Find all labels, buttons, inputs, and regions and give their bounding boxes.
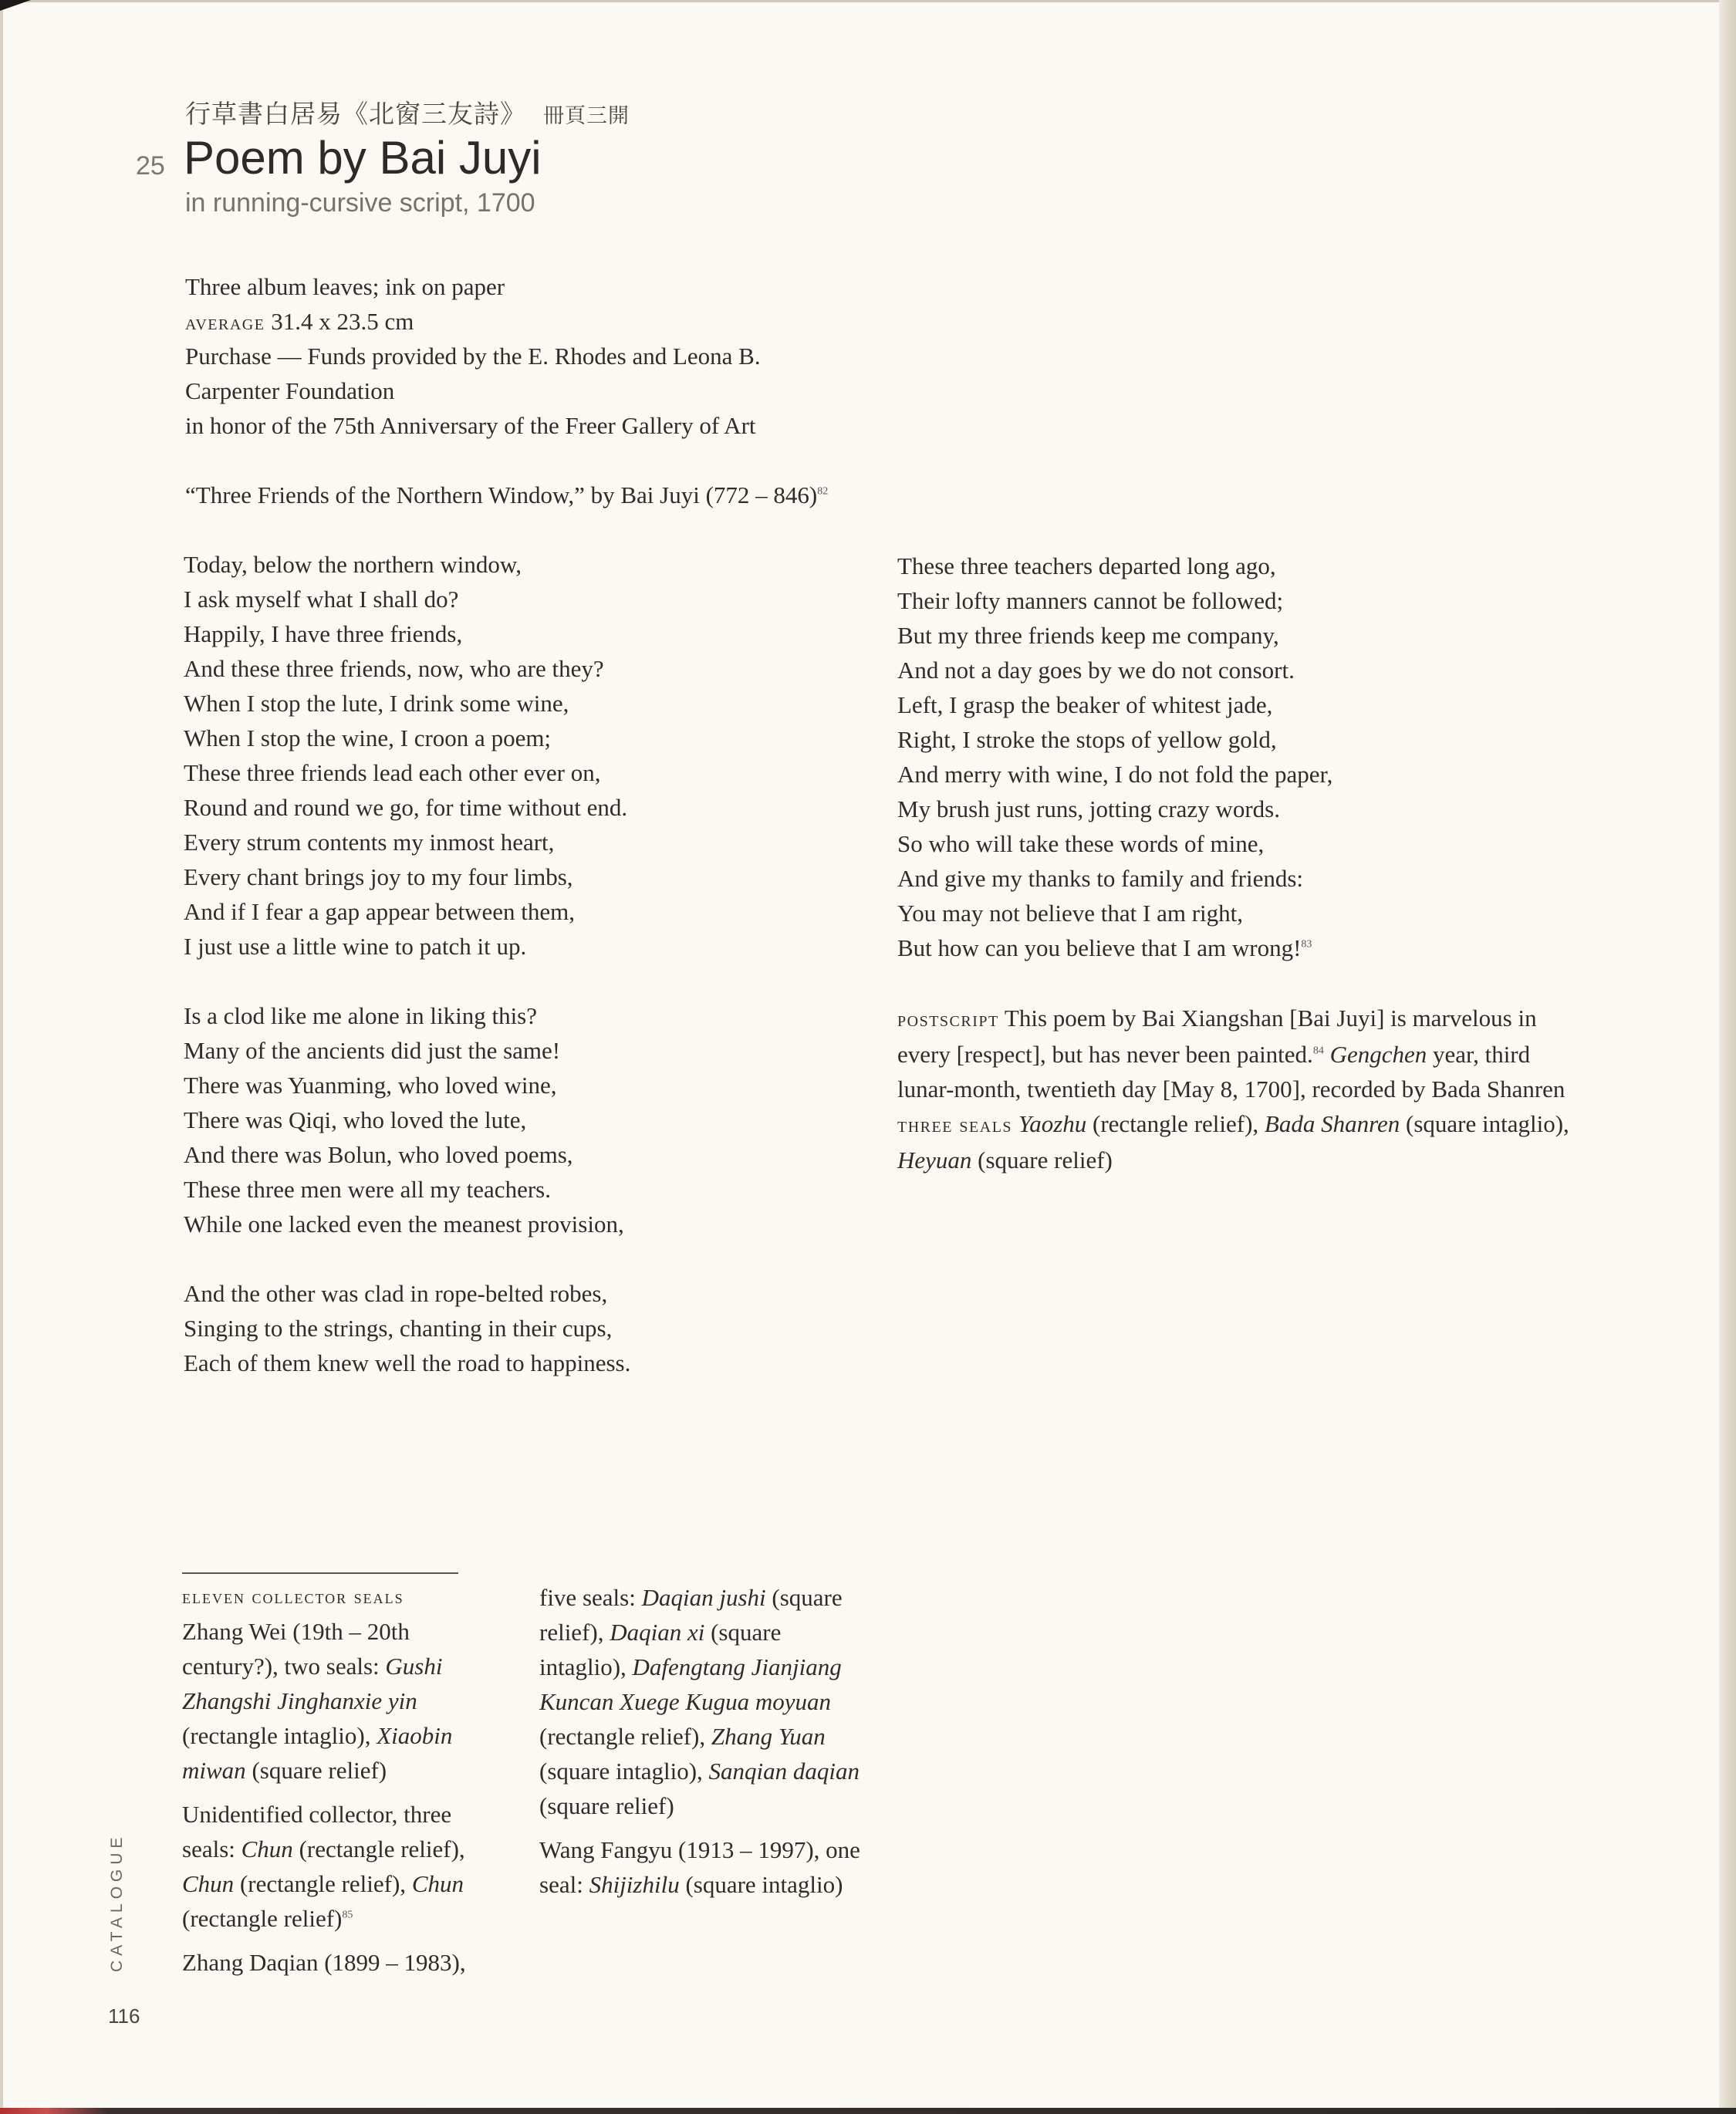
seal-desc: (rectangle relief), <box>1086 1110 1265 1137</box>
credit-line-3: in honor of the 75th Anniversary of the Freer Gallery of Art <box>185 412 756 439</box>
poem-line: And merry with wine, I do not fold the paper, <box>897 761 1333 788</box>
poem-right-column <box>897 549 1592 965</box>
seal-desc: (rectangle relief), <box>539 1723 711 1750</box>
seal-desc: (square intaglio), <box>1400 1110 1569 1137</box>
seal-name: Sanqian daqian <box>708 1758 860 1785</box>
postscript-text-2: year, third lunar-month, twentieth day [May 8, 1700], recorded by Bada Shanren <box>897 1041 1565 1103</box>
poem-line: Each of them knew well the road to happiness. <box>184 1349 631 1376</box>
page-subtitle: in running-cursive script, 1700 <box>185 188 535 218</box>
seal-desc: (square relief), <box>539 1584 843 1646</box>
footnote-ref: 84 <box>1312 1045 1324 1057</box>
collector-entry-wang-fangyu <box>539 1832 863 1902</box>
seal-desc: (square relief) <box>245 1757 387 1784</box>
credit-line-1: Purchase — Funds provided by the E. Rhodes and Leona B. <box>185 343 761 370</box>
poem-line: These three men were all my teachers. <box>184 1176 551 1203</box>
chinese-title-main: 行草書白居易《北窗三友詩》 <box>185 99 526 129</box>
collector-entry-zhang-daqian-cont <box>539 1580 863 1823</box>
poem-caption <box>185 478 828 512</box>
poem-line: My brush just runs, jotting crazy words. <box>897 795 1280 822</box>
seal-desc: (rectangle relief) <box>182 1905 343 1932</box>
poem-line-text: But how can you believe that I am wrong! <box>897 934 1302 961</box>
poem-line: And the other was clad in rope-belted robes, <box>184 1280 608 1307</box>
stanza-gap <box>184 964 878 998</box>
collector-entry-unidentified <box>182 1797 498 1936</box>
poem-last-line <box>897 930 1592 965</box>
seal-name: Chun <box>411 1870 464 1897</box>
seal-name: Zhang Yuan <box>711 1723 826 1750</box>
poem-line: And there was Bolun, who loved poems, <box>184 1141 573 1168</box>
section-divider <box>182 1572 458 1574</box>
corner-mark <box>0 0 31 11</box>
poem-line: Is a clod like me alone in liking this? <box>184 1002 538 1029</box>
collector-intro: Unidentified collector, three seals: <box>182 1801 452 1862</box>
poem-line: Every strum contents my inmost heart, <box>184 829 555 856</box>
poem-line: These three friends lead each other ever on, <box>184 759 601 786</box>
seal-desc: (square relief) <box>971 1146 1113 1174</box>
seal-name: Bada Shanren <box>1264 1110 1400 1137</box>
chinese-title <box>185 94 630 130</box>
collector-seals-column-2 <box>539 1580 863 1911</box>
poem-line: Every chant brings joy to my four limbs, <box>184 863 573 890</box>
poem-line: When I stop the lute, I drink some wine, <box>184 690 569 717</box>
poem-caption-text: “Three Friends of the Northern Window,” by Bai Juyi (772 – 846) <box>185 481 818 508</box>
seal-desc: (square intaglio), <box>539 1758 709 1785</box>
postscript-paragraph <box>897 1001 1592 1106</box>
seal-name: Gushi Zhangshi Jinghanxie yin <box>182 1653 443 1714</box>
collector-entry-zhang-daqian: Zhang Daqian (1899 – 1983), <box>182 1949 466 1976</box>
poem-line: And these three friends, now, who are they? <box>184 655 604 682</box>
poem-line: And not a day goes by we do not consort. <box>897 657 1295 684</box>
seal-desc: (square relief) <box>539 1792 674 1819</box>
poem-stanza-3 <box>184 1276 878 1380</box>
catalogue-number: 25 <box>136 151 165 181</box>
collector-seals-heading: eleven collector seals <box>182 1586 404 1608</box>
poem-line: Right, I stroke the stops of yellow gold, <box>897 726 1277 753</box>
page-bottom-edge <box>0 2108 1736 2114</box>
seal-desc: (rectangle intaglio), <box>182 1722 377 1749</box>
poem-line: Their lofty manners cannot be followed; <box>897 587 1284 614</box>
poem-line: While one lacked even the meanest provision, <box>184 1211 624 1238</box>
poem-line: Singing to the strings, chanting in their cups, <box>184 1315 613 1342</box>
dimensions <box>185 304 957 339</box>
postscript-text-1: This poem by Bai Xiangshan [Bai Juyi] is marvelous in every [respect], but has never been painted. <box>897 1005 1537 1068</box>
poem-line: You may not believe that I am right, <box>897 900 1244 927</box>
poem-line: Happily, I have three friends, <box>184 620 463 647</box>
footnote-ref: 85 <box>342 1909 353 1921</box>
collector-intro: five seals: <box>539 1584 642 1611</box>
seal-name: Xiaobin miwan <box>182 1722 453 1784</box>
page-number: 116 <box>108 2004 140 2028</box>
page-right-edge <box>1719 0 1736 2114</box>
dimensions-label: average <box>185 311 265 335</box>
page-top-edge <box>0 0 1736 2</box>
artist-seals <box>897 1106 1592 1177</box>
poem-line: But my three friends keep me company, <box>897 622 1279 649</box>
seal-name: Heyuan <box>897 1146 972 1174</box>
poem-stanza-2 <box>184 998 878 1241</box>
poem-line: There was Qiqi, who loved the lute, <box>184 1106 527 1133</box>
poem-line: There was Yuanming, who loved wine, <box>184 1072 557 1099</box>
seal-name: Daqian jushi <box>641 1584 766 1611</box>
poem-line: And if I fear a gap appear between them, <box>184 898 575 925</box>
poem-left-column <box>184 547 878 1380</box>
running-head: CATALOGUE <box>108 1832 126 1972</box>
object-metadata <box>185 269 957 443</box>
collector-seals-column-1 <box>182 1580 498 1989</box>
footnote-ref: 82 <box>817 485 829 498</box>
postscript-label: postscript <box>897 1008 999 1032</box>
credit-line-2: Carpenter Foundation <box>185 377 395 404</box>
page-left-edge <box>0 0 3 2114</box>
seal-name: Chun <box>182 1870 235 1897</box>
poem-line: Round and round we go, for time without end. <box>184 794 628 821</box>
poem-line: I just use a little wine to patch it up. <box>184 933 527 960</box>
poem-line: I ask myself what I shall do? <box>184 586 459 613</box>
seal-desc: (rectangle relief), <box>292 1835 465 1862</box>
dimensions-value: 31.4 x 23.5 cm <box>271 308 414 335</box>
seals-label: three seals <box>897 1113 1013 1137</box>
seal-name: Chun <box>241 1835 293 1862</box>
postscript-italic: Gengchen <box>1329 1041 1427 1068</box>
poem-line: These three teachers departed long ago, <box>897 552 1276 579</box>
stanza-gap <box>184 1241 878 1276</box>
medium: Three album leaves; ink on paper <box>185 273 505 300</box>
page-title: Poem by Bai Juyi <box>184 132 542 184</box>
seal-desc: (square intaglio), <box>539 1619 782 1680</box>
collector-intro: Wang Fangyu (1913 – 1997), one seal: <box>539 1836 860 1898</box>
seal-desc: (square intaglio) <box>679 1871 843 1898</box>
poem-stanza-1 <box>184 547 878 964</box>
poem-line: Many of the ancients did just the same! <box>184 1037 561 1064</box>
poem-line: And give my thanks to family and friends: <box>897 865 1304 892</box>
poem-line: Today, below the northern window, <box>184 551 522 578</box>
chinese-title-format: 冊頁三開 <box>543 104 630 128</box>
poem-line: Left, I grasp the beaker of whitest jade, <box>897 691 1273 718</box>
poem-line: So who will take these words of mine, <box>897 830 1265 857</box>
seal-name: Shijizhilu <box>589 1871 680 1898</box>
collector-intro: Zhang Wei (19th – 20th century?), two seals: <box>182 1618 410 1680</box>
collector-entry-zhang-wei <box>182 1614 498 1788</box>
seal-name: Yaozhu <box>1018 1110 1087 1137</box>
seal-name: Daqian xi <box>610 1619 705 1646</box>
postscript <box>897 1001 1592 1177</box>
seal-name: Dafengtang Jianjiang Kuncan Xuege Kugua moyuan <box>539 1653 842 1715</box>
poem-line: When I stop the wine, I croon a poem; <box>184 724 552 751</box>
footnote-ref: 83 <box>1301 938 1312 951</box>
seal-desc: (rectangle relief), <box>234 1870 412 1897</box>
